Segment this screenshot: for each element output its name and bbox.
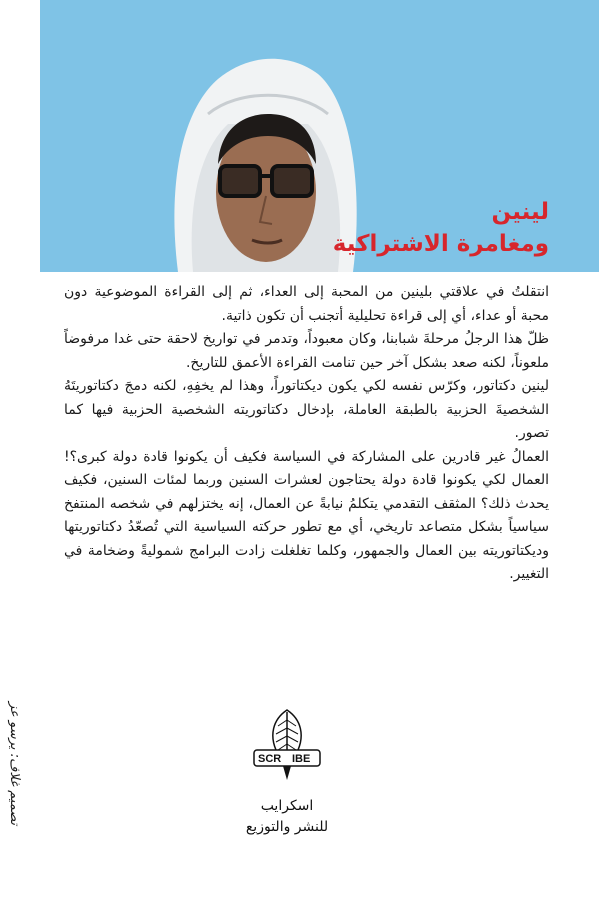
scribe-logo [252,706,322,788]
publisher-name: اسكرايب [260,798,314,814]
cover-design-credit-text: تصميم غلاف: يرسو عز [7,702,22,826]
title-line-2: ومغامرة الاشتراكية [332,231,549,257]
book-title [333,196,549,260]
paragraph: انتقلتُ في علاقتي بلينين من المحبة إلى العداء، ثم إلى القراءة الموضوعية دون محبة أو عداء، أي إلى قراءة تحليلية أتجنب أن تكون ذاتية. [64,284,549,324]
back-cover-text [64,281,549,587]
logo-text-right: IBE [292,753,311,765]
paragraph: العمالُ غير قادرين على المشاركة في السياسة فكيف أن يكونوا قادة دولة كبرى؟! العمال لكي يكونوا قادة دولة يحتاجون لعشرات السنين وربما لمئات السنين، فكيف يحدث ذلك؟ المثقف التقدمي يتكلمُ نيابةً عن العمال، إنه يختزلهم في شخصه المنتفخ سياسياً بشكل متصاعد تاريخي، أي مع تطور حركته السياسية التي تُصعّدُ دكتاتوريتها وديكتاتوريته بين العمال والجمهور، وكلما تغلغلت زادت البرامج شموليةً وضخامة في التغيير. [64,448,549,582]
title-line-1: لينين [491,199,549,225]
publisher-block [230,796,344,838]
paragraph: ظلّ هذا الرجلُ مرحلةَ شبابنا، وكان معبوداً، وتدمر في تواريخ لاحقة حتى غدا مرفوضاً ملعوناً، لكنه صعد بشكل آخر حين تنامت القراءة الأعمق للتاريخ. [64,331,549,371]
publisher-tagline: للنشر والتوزيع [245,819,329,835]
paragraph: لينين دكتاتور، وكرّس نفسه لكي يكون ديكتاتوراً، وهذا لم يخفِهِ، لكنه دمجَ دكتاتوريتَهُ الشخصيةَ الحزبية بالطبقة العاملة، بإدخال دكتاتوريته الشخصية الحزبية فيها كما تصور. [64,378,549,441]
cover-design-credit [7,702,34,852]
logo-text-left: SCR [258,753,282,765]
header-banner [40,0,599,272]
